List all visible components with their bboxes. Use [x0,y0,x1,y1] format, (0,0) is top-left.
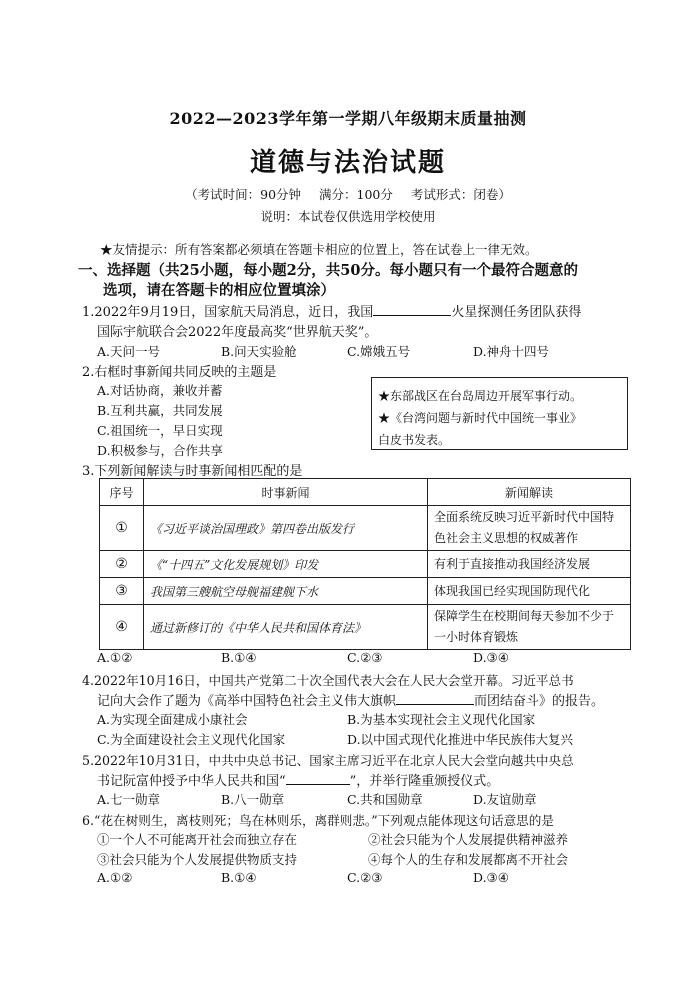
q4-line2-b: 而团结奋斗》的报告。 [474,694,605,709]
q5-option-a: A.七一勋章 [97,792,161,807]
table-header-news: 时事新闻 [144,479,428,506]
q3-option-a: A.①② [97,650,133,665]
q2-option-a: A.对话协商，兼收并蓄 [97,383,223,398]
row-read-line1: 保障学生在校期间每天参加不少于 [434,609,615,623]
q6-option-b: B.①④ [221,870,257,885]
q5-line2-a: 书记阮富仲授予中华人民共和国“ [97,774,286,789]
table-row [100,605,631,650]
q2-option-c: C.祖国统一，早日实现 [97,423,223,438]
q2-option-b: B.互利共赢，共同发展 [97,403,223,418]
q2-option-d: D.积极参与，合作共享 [97,443,224,458]
row-read-line2: 色社会主义思想的权威著作 [434,531,579,545]
q1-option-a: A.天问一号 [97,344,161,359]
q6-item-3: ③社会只能为个人发展提供物质支持 [97,852,298,867]
q3-option-d: D.③④ [473,650,509,665]
news-box-line3: 白皮书发表。 [378,433,451,447]
question-3-stem: 3.下列新闻解读与时事新闻相匹配的是 [82,464,303,479]
news-box-line2: ★《台湾问题与新时代中国统一事业》 [378,411,583,425]
news-box [371,377,628,450]
q1-blank [373,303,451,316]
table-row [100,506,631,551]
row-news: 通过新修订的《中华人民共和国体育法》 [144,605,428,650]
q1-option-c: C.嫦娥五号 [347,344,411,359]
row-read [428,605,631,650]
table-row [100,551,631,578]
q4-blank [396,692,474,705]
q6-option-d: D.③④ [473,870,509,885]
question-1-line1 [82,301,581,320]
question-5-line2 [97,770,499,789]
q1-option-b: B.问天实验舱 [221,344,297,359]
q1-option-d: D.神舟十四号 [473,344,550,359]
exam-subject: 道德与法治试题 [249,148,446,178]
q5-line2-b: ”，并举行隆重颁授仪式。 [349,774,500,789]
question-6-stem: 6.“花在树则生，离枝则死；鸟在林则乐，离群则悲。”下列观点能体现这句话意思的是 [82,813,554,828]
q5-blank [286,772,350,785]
q1-stem-b: 火星探测任务团队获得 [451,305,582,320]
row-read: 有利于直接推动我国经济发展 [428,551,631,578]
q5-option-d: D.友谊勋章 [473,792,537,807]
exam-score: 满分：100分 [319,187,393,202]
news-box-line1: ★东部战区在台岛周边开展军事行动。 [378,389,583,403]
q4-option-a: A.为实现全面建成小康社会 [97,712,248,727]
row-num: ② [100,551,144,578]
section-heading-line1: 一、选择题（共25小题，每小题2分，共50分。每小题只有一个最符合题意的 [78,262,578,279]
q4-option-d: D.以中国式现代化推进中华民族伟大复兴 [347,732,574,747]
question-1-line2: 国际宇航联合会2022年度最高奖“世界航天奖”。 [97,325,378,340]
row-read-line2: 一小时体育锻炼 [434,630,519,644]
q6-option-c: C.②③ [347,870,383,885]
news-table [99,478,631,650]
question-4-line1: 4.2022年10月16日，中国共产党第二十次全国代表大会在人民大会堂开幕。习近平总书 [82,673,574,688]
friendly-tip: ★友情提示：所有答案都必须填在答题卡相应的位置上，答在试卷上一律无效。 [100,242,538,257]
q6-item-2: ②社会只能为个人发展提供精神滋养 [368,832,569,847]
question-2-stem: 2.右框时事新闻共同反映的主题是 [82,365,277,380]
row-read: 体现我国已经实现国防现代化 [428,578,631,605]
exam-time: （考试时间：90分钟 [185,187,302,202]
q6-option-a: A.①② [97,870,133,885]
row-news: 我国第三艘航空母舰福建舰下水 [144,578,428,605]
exam-info [0,185,696,203]
question-4-line2 [97,690,604,709]
q4-option-c: C.为全面建设社会主义现代化国家 [97,732,286,747]
q6-item-4: ④每个人的生存和发展都离不开社会 [368,852,569,867]
exam-note: 说明：本试卷仅供选用学校使用 [260,209,436,224]
table-header-num: 序号 [100,479,144,506]
row-read [428,506,631,551]
q5-option-b: B.八一勋章 [221,792,285,807]
q4-line2-a: 记向大会作了题为《高举中国特色社会主义伟大旗帜 [97,694,397,709]
exam-form: 考试形式：闭卷） [410,187,511,202]
row-num: ③ [100,578,144,605]
q4-option-b: B.为基本实现社会主义现代化国家 [347,712,536,727]
row-num: ④ [100,605,144,650]
q3-option-c: C.②③ [347,650,383,665]
exam-title: 2022—2023学年第一学期八年级期末质量抽测 [169,109,527,128]
row-read-line1: 全面系统反映习近平新时代中国特 [434,510,615,524]
question-5-line1: 5.2022年10月31日，中共中央总书记、国家主席习近平在北京人民大会堂向越共中央总 [82,753,574,768]
table-header-row [100,479,631,506]
row-news: 《“十四五”文化发展规划》印发 [144,551,428,578]
q3-option-b: B.①④ [221,650,257,665]
row-news: 《习近平谈治国理政》第四卷出版发行 [144,506,428,551]
q6-item-1: ①一个人不可能离开社会而独立存在 [97,832,298,847]
table-header-read: 新闻解读 [428,479,631,506]
table-row [100,578,631,605]
q5-option-c: C.共和国勋章 [347,792,423,807]
section-heading-line2: 选项，请在答题卡的相应位置填涂） [103,282,335,299]
q1-stem-a: 1.2022年9月19日，国家航天局消息，近日，我国 [82,305,374,320]
row-num: ① [100,506,144,551]
